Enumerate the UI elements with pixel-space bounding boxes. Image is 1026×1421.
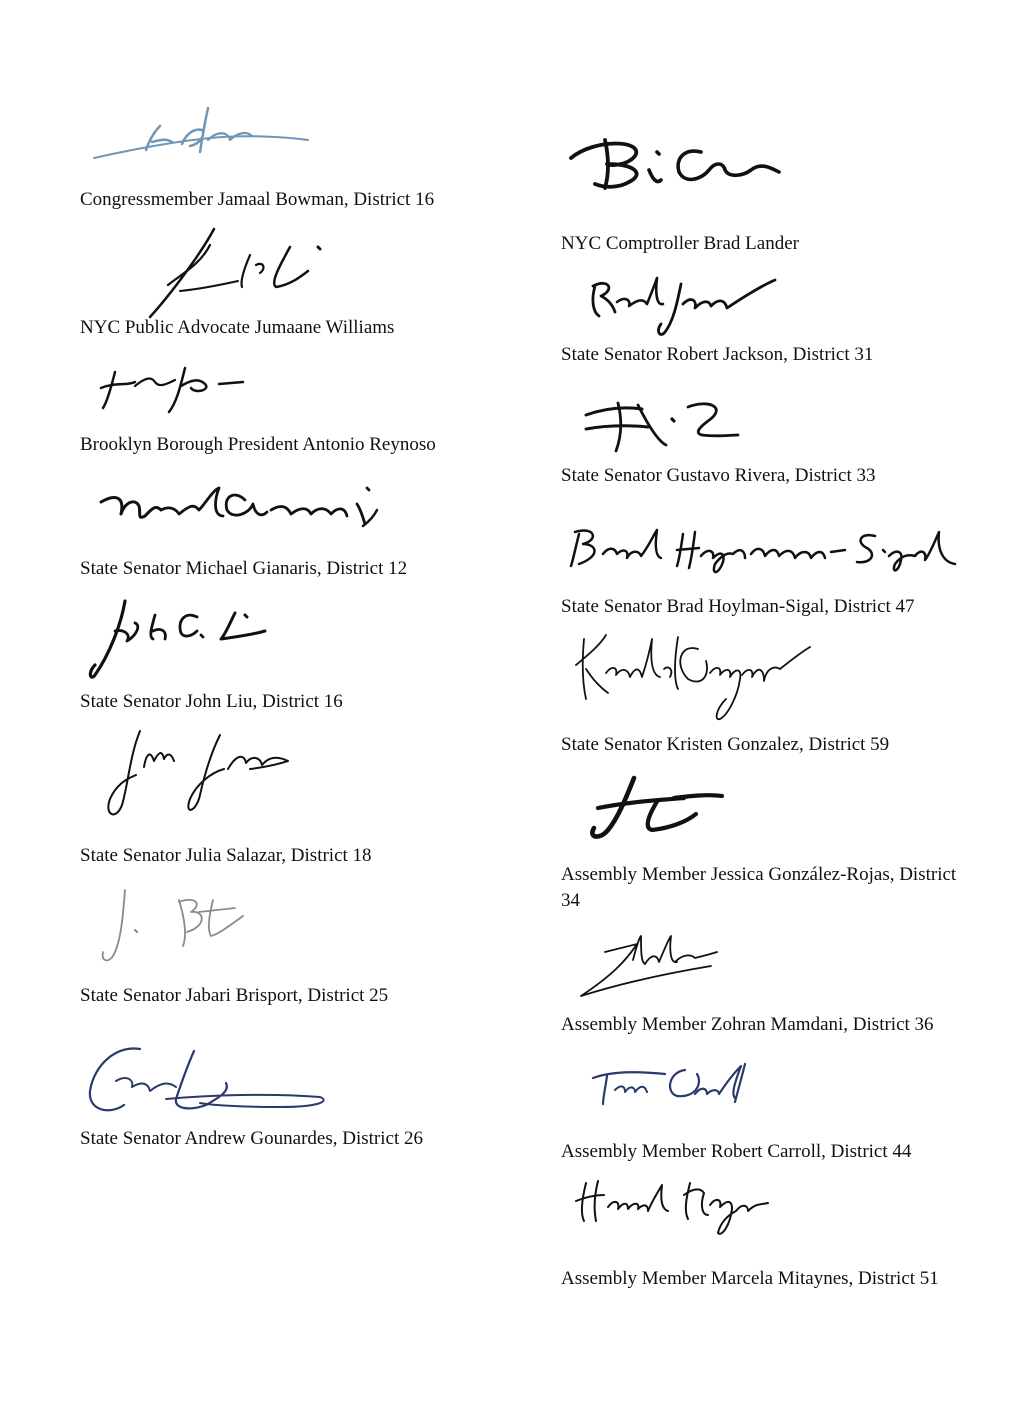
caption-jamaal-bowman: Congressmember Jamaal Bowman, District 16 — [80, 189, 435, 210]
signature-jamaal-bowman — [90, 100, 320, 170]
caption-robert-carroll: Assembly Member Robert Carroll, District 44 — [561, 1141, 912, 1162]
caption-zohran-mamdani: Assembly Member Zohran Mamdani, District 36 — [561, 1014, 934, 1035]
caption-gustavo-rivera: State Senator Gustavo Rivera, District 33 — [561, 465, 876, 486]
caption-jessica-gonzalez-rojas: Assembly Member Jessica González-Rojas, District 34 — [561, 864, 957, 911]
signature-brad-hoylman-sigal — [565, 520, 960, 580]
caption-michael-gianaris: State Senator Michael Gianaris, District 12 — [80, 558, 408, 579]
signature-zohran-mamdani — [575, 932, 725, 1002]
signature-jumaane-williams — [140, 225, 340, 325]
signature-robert-jackson — [585, 270, 785, 340]
caption-julia-salazar: State Senator Julia Salazar, District 18 — [80, 845, 372, 866]
signature-brad-lander — [565, 130, 805, 200]
caption-kristen-gonzalez: State Senator Kristen Gonzalez, District 59 — [561, 734, 890, 755]
caption-john-liu: State Senator John Liu, District 16 — [80, 691, 343, 712]
signature-andrew-gounardes — [80, 1035, 340, 1125]
signature-julia-salazar — [100, 725, 310, 825]
signature-antonio-reynoso — [95, 358, 265, 418]
caption-jabari-brisport: State Senator Jabari Brisport, District 25 — [80, 985, 389, 1006]
caption-brad-lander: NYC Comptroller Brad Lander — [561, 233, 799, 254]
signature-kristen-gonzalez — [570, 625, 815, 725]
caption-robert-jackson: State Senator Robert Jackson, District 31 — [561, 344, 874, 365]
signature-john-liu — [85, 595, 295, 685]
signature-jessica-gonzalez-rojas — [578, 772, 738, 847]
caption-marcela-mitaynes: Assembly Member Marcela Mitaynes, District 51 — [561, 1268, 939, 1289]
caption-brad-hoylman-sigal: State Senator Brad Hoylman-Sigal, District 47 — [561, 596, 915, 617]
signature-gustavo-rivera — [578, 395, 758, 455]
signature-michael-gianaris — [95, 480, 395, 540]
signature-jabari-brisport — [95, 880, 265, 970]
caption-andrew-gounardes: State Senator Andrew Gounardes, District 26 — [80, 1128, 423, 1149]
signature-robert-carroll — [585, 1060, 765, 1120]
signature-marcela-mitaynes — [572, 1175, 782, 1245]
caption-jumaane-williams: NYC Public Advocate Jumaane Williams — [80, 317, 395, 338]
caption-antonio-reynoso: Brooklyn Borough President Antonio Reynoso — [80, 434, 436, 455]
